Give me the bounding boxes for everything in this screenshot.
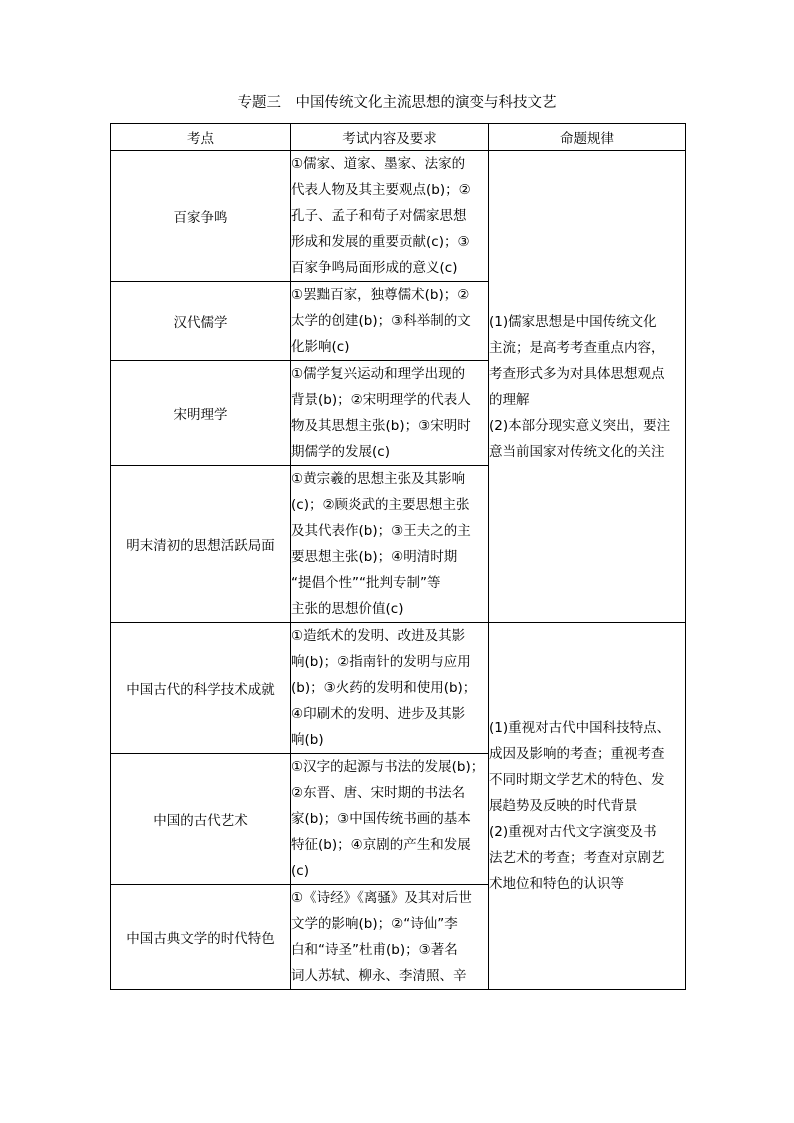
rules-line: (1)儒家思想是中国传统文化 [489,313,657,330]
content-line: 响(b)；②指南针的发明与应用 [291,654,471,670]
header-topic: 考点 [111,124,291,151]
content-line: (c) [291,863,309,879]
page-title: 专题三 中国传统文化主流思想的演变与科技文艺 [237,95,557,111]
rules-line: 主流；是高考考查重点内容， [489,339,665,356]
content-line: 文学的影响(b)；②“诗仙”李 [291,916,458,932]
content-line: 百家争鸣局面形成的意义(c) [291,260,458,276]
content-line: 家(b)；③中国传统书画的基本 [291,811,471,827]
content-cell [291,151,489,282]
content-cell [291,361,489,466]
content-line: 要思想主张(b)；④明清时期 [291,549,458,565]
content-line: 期儒学的发展(c) [291,444,390,460]
table-row [111,151,686,282]
content-line: ①造纸术的发明、改进及其影 [291,628,466,644]
table-row [111,623,686,754]
topic-cell: 中国古典文学的时代特色 [111,885,291,990]
content-line: “提倡个性”“批判专制”等 [291,575,441,591]
content-line: 词人苏轼、柳永、李清照、辛 [291,968,467,984]
exam-table [110,123,686,990]
topic-cell: 中国的古代艺术 [111,754,291,885]
rules-line: 成因及影响的考查；重视考查 [489,746,665,762]
content-line: 化影响(c) [291,339,350,355]
topic-cell: 中国古代的科学技术成就 [111,623,291,754]
rules-line: 不同时期文学艺术的特色、发 [489,772,665,788]
rules-line: (2)重视对古代文字演变及书 [489,824,657,840]
content-line: ①《诗经》《离骚》及其对后世 [291,890,472,906]
header-content: 考试内容及要求 [291,124,489,151]
table-header-row [111,124,686,151]
content-line: ①儒家、道家、墨家、法家的 [291,156,466,172]
content-line: 主张的思想价值(c) [291,601,404,617]
content-line: 太学的创建(b)；③科举制的文 [291,313,471,329]
content-line: (b)；③火药的发明和使用(b)； [291,680,477,696]
topic-cell: 百家争鸣 [111,151,291,282]
content-line: 孔子、孟子和荀子对儒家思想 [291,208,467,224]
content-cell [291,623,489,754]
content-line: ②东晋、唐、宋时期的书法名 [291,785,466,801]
rules-line: 意当前国家对传统文化的关注 [489,443,665,460]
content-line: 形成和发展的重要贡献(c)；③ [291,234,470,250]
topic-cell: 明末清初的思想活跃局面 [111,466,291,623]
content-line: ①汉字的起源与书法的发展(b)； [291,759,485,775]
content-cell [291,754,489,885]
content-line: 特征(b)；④京剧的产生和发展 [291,837,471,853]
content-line: ①黄宗羲的思想主张及其影响 [291,471,466,487]
content-line: ④印刷术的发明、进步及其影 [291,706,466,722]
rules-cell [489,151,686,623]
topic-cell: 宋明理学 [111,361,291,466]
rules-line: 术地位和特色的认识等 [489,876,624,892]
content-cell [291,282,489,361]
rules-line: 考查形式多为对具体思想观点 [489,365,665,382]
content-line: 响(b) [291,732,324,748]
content-line: 物及其思想主张(b)；③宋明时 [291,418,471,434]
content-cell [291,466,489,623]
rules-cell [489,623,686,990]
rules-line: 的理解 [489,391,530,408]
topic-cell: 汉代儒学 [111,282,291,361]
header-rules: 命题规律 [489,124,686,151]
content-cell [291,885,489,990]
rules-line: (2)本部分现实意义突出，要注 [489,417,671,434]
content-line: 背景(b)；②宋明理学的代表人 [291,392,471,408]
content-line: ①儒学复兴运动和理学出现的 [291,366,466,382]
content-line: ①罢黜百家，独尊儒术(b)；② [291,287,470,303]
rules-line: (1)重视对古代中国科技特点、 [489,720,671,736]
rules-line: 法艺术的考查；考查对京剧艺 [489,850,665,866]
content-line: (c)；②顾炎武的主要思想主张 [291,497,470,513]
content-line: 代表人物及其主要观点(b)；② [291,182,471,198]
content-line: 及其代表作(b)；③王夫之的主 [291,523,471,539]
content-line: 白和“诗圣”杜甫(b)；③著名 [291,942,458,958]
rules-line: 展趋势及反映的时代背景 [489,798,638,814]
